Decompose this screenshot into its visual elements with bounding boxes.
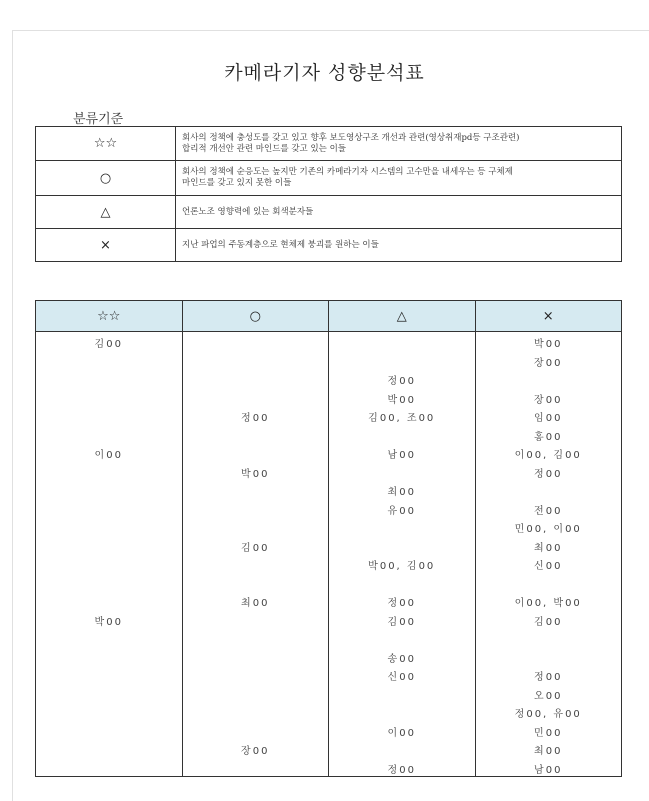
person-name: 이00, 박00 — [514, 598, 582, 609]
criteria-row — [36, 229, 622, 262]
person-name: 홍00 — [534, 431, 563, 443]
person-name: 전00 — [534, 505, 563, 517]
person-name: 박00 — [534, 339, 563, 350]
person-name: 오00 — [534, 690, 563, 702]
criteria-description — [176, 229, 622, 262]
criteria-line: 지난 파업의 주동계층으로 현체제 붕괴를 원하는 이들 — [182, 239, 379, 250]
column-header-star: ☆☆ — [36, 301, 183, 332]
person-name: 민00 — [534, 727, 563, 739]
criteria-line: 회사의 정책에 충성도를 갖고 있고 향후 보도영상구조 개선과 관련(영상취재pd등 구조관련) — [182, 132, 520, 143]
person-name: 장00 — [534, 357, 563, 369]
person-name: 김00, 조00 — [368, 413, 436, 424]
criteria-symbol: △ — [36, 196, 176, 229]
person-name: 정00 — [387, 598, 416, 609]
person-name: 김00 — [534, 616, 563, 628]
person-name: 김00 — [241, 542, 270, 554]
criteria-description — [176, 127, 622, 161]
person-name: 신00 — [387, 672, 416, 683]
person-name: 정00 — [387, 376, 416, 387]
criteria-line: 언론노조 영향력에 있는 회색분자들 — [182, 206, 314, 217]
person-name: 남00 — [387, 450, 416, 461]
person-name: 박00 — [241, 468, 270, 480]
person-name: 김00 — [94, 339, 123, 350]
person-name: 최00 — [534, 746, 563, 757]
person-name: 장00 — [534, 394, 563, 406]
criteria-symbol: ☆☆ — [36, 127, 176, 161]
person-name: 임00 — [534, 413, 563, 424]
person-name: 김00 — [387, 616, 416, 628]
criteria-symbol: × — [36, 229, 176, 262]
person-name: 유00 — [387, 505, 416, 517]
criteria-row — [36, 196, 622, 229]
criteria-heading: 분류기준 — [73, 112, 124, 127]
criteria-symbol: ○ — [36, 161, 176, 196]
column-circle-names — [182, 332, 329, 777]
column-header-triangle: △ — [329, 301, 476, 332]
person-name: 신00 — [534, 561, 563, 572]
criteria-row — [36, 127, 622, 161]
column-cross-names — [475, 332, 622, 777]
column-header-cross: × — [475, 301, 622, 332]
column-star-names — [36, 332, 183, 777]
document-title: 카메라기자 성향분석표 — [224, 62, 425, 84]
person-name: 박00 — [94, 616, 123, 628]
person-name: 장00 — [241, 746, 270, 757]
person-name: 박00, 김00 — [368, 561, 436, 572]
person-name: 이00, 김00 — [514, 450, 582, 461]
person-name: 정00 — [387, 764, 416, 776]
person-name: 최00 — [534, 542, 563, 554]
criteria-description — [176, 196, 622, 229]
person-name: 민00, 이00 — [514, 524, 582, 535]
person-name: 남00 — [534, 764, 563, 776]
criteria-line: 회사의 정책에 순응도는 높지만 기존의 카메라기자 시스템의 고수만을 내세우는 등 구체제 — [182, 167, 513, 177]
criteria-line: 마인드를 갖고 있지 못한 이들 — [182, 178, 292, 188]
criteria-row — [36, 161, 622, 196]
classification-table — [35, 300, 622, 777]
person-name: 정00 — [534, 468, 563, 480]
person-name: 정00 — [241, 413, 270, 424]
person-name: 정00, 유00 — [514, 709, 582, 720]
criteria-table — [35, 126, 622, 262]
person-name: 정00 — [534, 672, 563, 683]
person-name: 박00 — [387, 394, 416, 406]
column-header-circle: ○ — [182, 301, 329, 332]
person-name: 최00 — [387, 487, 416, 498]
person-name: 송00 — [387, 653, 416, 665]
criteria-description — [176, 161, 622, 196]
criteria-line: 합리적 개선안 관련 마인드를 갖고 있는 이들 — [182, 143, 347, 154]
column-triangle-names — [329, 332, 476, 777]
person-name: 최00 — [241, 598, 270, 609]
person-name: 이00 — [387, 727, 416, 739]
person-name: 이00 — [94, 450, 123, 461]
